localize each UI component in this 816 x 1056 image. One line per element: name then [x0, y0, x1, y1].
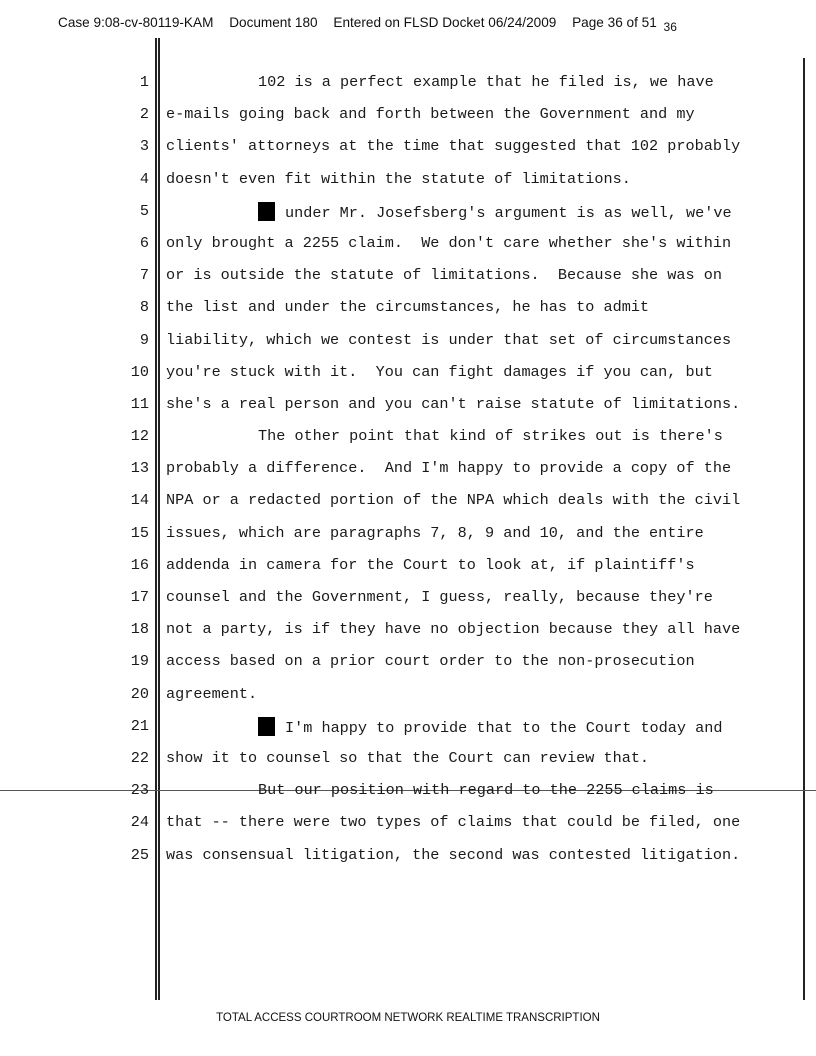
line-number: 10	[130, 362, 149, 381]
line-number: 9	[139, 330, 149, 349]
line-number: 15	[130, 523, 149, 542]
line-text: show it to counsel so that the Court can review that.	[166, 748, 650, 767]
transcript-line	[0, 491, 816, 523]
transcript-line	[0, 266, 816, 298]
line-number: 13	[130, 459, 149, 478]
transcript-line	[0, 588, 816, 620]
transcript-page-number: 36	[663, 20, 677, 34]
transcript-line	[0, 717, 816, 749]
transcript-line	[0, 781, 816, 813]
line-text-container	[166, 620, 740, 638]
line-number: 6	[139, 233, 149, 252]
line-text-container	[258, 202, 732, 222]
line-number: 14	[130, 491, 149, 510]
page-footer: TOTAL ACCESS COURTROOM NETWORK REALTIME TRANSCRIPTION	[216, 1012, 600, 1024]
line-text-container	[258, 717, 722, 737]
line-number: 16	[130, 555, 149, 574]
line-text-container	[258, 73, 714, 91]
line-text-container	[166, 395, 740, 413]
line-text-container	[166, 234, 731, 252]
transcript-line	[0, 749, 816, 781]
line-text-container	[166, 491, 740, 509]
line-text: that -- there were two types of claims that could be filed, one	[166, 813, 741, 832]
transcript-line	[0, 459, 816, 491]
transcript-line	[0, 234, 816, 266]
line-number: 12	[130, 427, 149, 446]
line-number: 19	[130, 652, 149, 671]
line-text-container	[166, 170, 631, 188]
line-text-container	[166, 588, 713, 606]
line-text: probably a difference. And I'm happy to provide a copy of the	[166, 459, 732, 478]
line-text: she's a real person and you can't raise statute of limitations.	[166, 394, 741, 413]
transcript-line	[0, 202, 816, 234]
line-number: 5	[139, 201, 149, 220]
transcript-line	[0, 524, 816, 556]
line-text-container	[166, 846, 740, 864]
line-text: e-mails going back and forth between the Government and my	[166, 105, 695, 124]
transcript-line	[0, 427, 816, 459]
line-text: issues, which are paragraphs 7, 8, 9 and 10, and the entire	[166, 523, 704, 542]
line-text: access based on a prior court order to the non-prosecution	[166, 652, 695, 671]
line-text-container	[166, 363, 713, 381]
line-number: 1	[139, 73, 149, 91]
transcript-line	[0, 170, 816, 202]
line-text-container	[166, 459, 731, 477]
line-text: liability, which we contest is under that set of circumstances	[166, 330, 732, 349]
transcript-line	[0, 137, 816, 169]
transcript-line	[0, 652, 816, 684]
line-number: 24	[130, 813, 149, 832]
line-text-container	[166, 685, 257, 703]
transcript-line	[0, 331, 816, 363]
transcript-line	[0, 846, 816, 878]
line-number: 8	[139, 298, 149, 317]
line-text: not a party, is if they have no objection because they all have	[166, 620, 741, 639]
line-text: I'm happy to provide that to the Court today and	[285, 718, 723, 737]
case-number: Case 9:08-cv-80119-KAM	[58, 15, 214, 30]
line-text: NPA or a redacted portion of the NPA which deals with the civil	[166, 491, 741, 510]
line-text-container	[166, 105, 695, 123]
transcript-line	[0, 298, 816, 330]
line-number: 3	[139, 137, 149, 156]
line-text-container	[166, 652, 695, 670]
line-text: was consensual litigation, the second was contested litigation.	[166, 845, 741, 864]
line-number: 4	[139, 169, 149, 188]
line-text: The other point that kind of strikes out is there's	[258, 427, 723, 446]
line-text: addenda in camera for the Court to look at, if plaintiff's	[166, 555, 695, 574]
line-text-container	[166, 556, 695, 574]
line-number: 7	[139, 266, 149, 285]
line-text: agreement.	[166, 684, 258, 703]
page-indicator: Page 36 of 51	[572, 15, 657, 30]
line-number: 11	[130, 394, 149, 413]
line-text: you're stuck with it. You can fight damages if you can, but	[166, 362, 713, 381]
line-text: doesn't even fit within the statute of limitations.	[166, 169, 631, 188]
line-text-container	[166, 137, 740, 155]
line-text-container	[166, 298, 649, 316]
line-number: 23	[130, 781, 149, 800]
transcript-line	[0, 73, 816, 105]
line-text-container	[166, 331, 731, 349]
document-number: Document 180	[229, 15, 318, 30]
line-text: counsel and the Government, I guess, really, because they're	[166, 588, 713, 606]
transcript-line	[0, 395, 816, 427]
line-text-container	[166, 813, 740, 831]
line-text: the list and under the circumstances, he has to admit	[166, 298, 650, 317]
redaction-box	[258, 202, 275, 221]
docket-entry: Entered on FLSD Docket 06/24/2009	[333, 15, 557, 30]
line-number: 2	[139, 105, 149, 124]
transcript-line	[0, 813, 816, 845]
line-text-container	[166, 266, 722, 284]
line-text-container	[166, 749, 649, 767]
line-number: 21	[130, 716, 149, 735]
line-text: under Mr. Josefsberg's argument is as well, we've	[285, 203, 732, 222]
line-number: 22	[130, 748, 149, 767]
line-text: only brought a 2255 claim. We don't care whether she's within	[166, 233, 732, 252]
line-text-container	[166, 524, 704, 542]
redaction-box	[258, 717, 275, 736]
line-number: 18	[130, 620, 149, 639]
transcript-line	[0, 685, 816, 717]
line-number: 25	[130, 845, 149, 864]
line-number: 17	[130, 588, 149, 606]
transcript-line	[0, 620, 816, 652]
line-text: or is outside the statute of limitations. Because she was on	[166, 266, 722, 285]
transcript-body	[0, 73, 816, 878]
line-text-container	[258, 427, 723, 445]
line-text-container	[258, 781, 714, 799]
line-text: clients' attorneys at the time that suggested that 102 probably	[166, 137, 741, 156]
transcript-line	[0, 363, 816, 395]
docket-header	[58, 15, 689, 34]
transcript-line	[0, 556, 816, 588]
line-number: 20	[130, 684, 149, 703]
transcript-line	[0, 105, 816, 137]
line-text: But our position with regard to the 2255 claims is	[258, 781, 714, 800]
line-text: 102 is a perfect example that he filed is, we have	[258, 73, 714, 91]
